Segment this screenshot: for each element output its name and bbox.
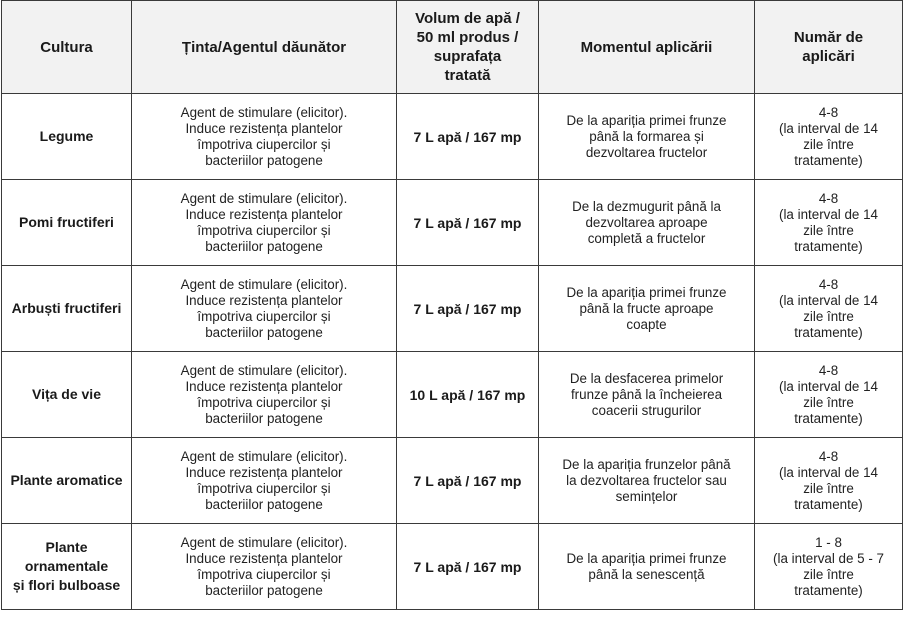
cell-line: până la formarea și <box>589 128 704 144</box>
cell-moment <box>539 438 755 524</box>
cell-line: Pomi fructiferi <box>19 214 114 230</box>
cell-crop <box>2 94 132 180</box>
header-moment <box>539 1 755 94</box>
cell-line: coacerii strugurilor <box>591 402 702 418</box>
table-row <box>2 352 903 438</box>
cell-line: semințelor <box>615 488 678 504</box>
cell-line: Agent de stimulare (elicitor). <box>180 190 348 206</box>
cell-line: (la interval de 14 <box>779 464 878 480</box>
application-table <box>1 0 903 610</box>
header-target <box>132 1 397 94</box>
cell-line: tratamente) <box>794 582 863 598</box>
cell-line: împotriva ciupercilor și <box>197 136 331 152</box>
cell-line: la dezvoltarea fructelor sau <box>566 472 727 488</box>
cell-line: Număr de <box>793 29 864 46</box>
cell-line: completă a fructelor <box>587 230 706 246</box>
table-row <box>2 438 903 524</box>
cell-line: Cultura <box>40 38 93 56</box>
cell-volume <box>397 94 539 180</box>
cell-line: Induce rezistența plantelor <box>185 206 343 222</box>
cell-applications <box>755 266 903 352</box>
cell-line: 4-8 <box>818 362 839 378</box>
cell-line: (la interval de 5 - 7 <box>773 550 884 566</box>
cell-line: zile între <box>803 136 854 152</box>
cell-line: Volum de apă / <box>415 10 520 27</box>
cell-line: bacteriilor patogene <box>205 152 323 168</box>
header-volume <box>397 1 539 94</box>
cell-line: Plante ornamentale <box>24 539 109 574</box>
cell-crop <box>2 352 132 438</box>
cell-line: Induce rezistența plantelor <box>185 378 343 394</box>
cell-line: zile între <box>803 308 854 324</box>
cell-line: împotriva ciupercilor și <box>197 566 331 582</box>
cell-line: bacteriilor patogene <box>205 496 323 512</box>
cell-line: 10 L apă / 167 mp <box>409 386 526 403</box>
cell-line: Arbuști fructiferi <box>11 300 122 316</box>
cell-line: Plante aromatice <box>10 472 123 488</box>
cell-line: Ținta/Agentul dăunător <box>181 38 347 56</box>
cell-target <box>132 180 397 266</box>
cell-line: tratamente) <box>794 496 863 512</box>
cell-line: De la desfacerea primelor <box>569 370 724 386</box>
cell-line: bacteriilor patogene <box>205 324 323 340</box>
cell-line: (la interval de 14 <box>779 206 878 222</box>
cell-line: suprafața <box>433 48 502 65</box>
cell-volume <box>397 266 539 352</box>
cell-line: Induce rezistența plantelor <box>185 550 343 566</box>
cell-line: 4-8 <box>818 448 839 464</box>
cell-line: Agent de stimulare (elicitor). <box>180 362 348 378</box>
cell-crop <box>2 180 132 266</box>
cell-crop <box>2 438 132 524</box>
cell-line: Agent de stimulare (elicitor). <box>180 534 348 550</box>
cell-moment <box>539 524 755 610</box>
cell-line: împotriva ciupercilor și <box>197 308 331 324</box>
cell-line: tratamente) <box>794 152 863 168</box>
cell-line: dezvoltarea aproape <box>585 214 708 230</box>
cell-line: împotriva ciupercilor și <box>197 480 331 496</box>
cell-line: și flori bulboase <box>12 577 121 593</box>
cell-applications <box>755 180 903 266</box>
cell-line: Agent de stimulare (elicitor). <box>180 276 348 292</box>
cell-line: tratamente) <box>794 410 863 426</box>
cell-target <box>132 94 397 180</box>
cell-moment <box>539 266 755 352</box>
cell-line: De la apariția primei frunze <box>566 284 727 300</box>
cell-line: De la apariția primei frunze <box>566 112 727 128</box>
cell-applications <box>755 438 903 524</box>
cell-applications <box>755 94 903 180</box>
cell-line: Agent de stimulare (elicitor). <box>180 448 348 464</box>
table-row <box>2 524 903 610</box>
table-row <box>2 180 903 266</box>
cell-line: De la apariția frunzelor până <box>562 456 731 472</box>
cell-volume <box>397 180 539 266</box>
header-applications <box>755 1 903 94</box>
cell-line: Induce rezistența plantelor <box>185 464 343 480</box>
cell-crop <box>2 524 132 610</box>
cell-line: (la interval de 14 <box>779 378 878 394</box>
cell-line: 4-8 <box>818 104 839 120</box>
table-row <box>2 266 903 352</box>
cell-line: Legume <box>39 128 94 144</box>
cell-line: 1 - 8 <box>815 534 842 550</box>
cell-line: tratamente) <box>794 238 863 254</box>
cell-line: împotriva ciupercilor și <box>197 222 331 238</box>
cell-line: (la interval de 14 <box>779 120 878 136</box>
cell-line: tratată <box>444 67 491 84</box>
table-row <box>2 94 903 180</box>
cell-line: tratamente) <box>794 324 863 340</box>
cell-line: 7 L apă / 167 mp <box>413 300 522 317</box>
cell-line: 7 L apă / 167 mp <box>413 128 522 145</box>
cell-line: zile între <box>803 394 854 410</box>
cell-moment <box>539 94 755 180</box>
cell-line: Agent de stimulare (elicitor). <box>180 104 348 120</box>
cell-line: 7 L apă / 167 mp <box>413 472 522 489</box>
cell-line: Vița de vie <box>31 386 101 402</box>
cell-target <box>132 352 397 438</box>
cell-line: 7 L apă / 167 mp <box>413 214 522 231</box>
cell-target <box>132 438 397 524</box>
cell-line: bacteriilor patogene <box>205 238 323 254</box>
cell-line: Induce rezistența plantelor <box>185 120 343 136</box>
cell-line: Induce rezistența plantelor <box>185 292 343 308</box>
cell-crop <box>2 266 132 352</box>
cell-line: aplicări <box>802 48 855 65</box>
header-row <box>2 1 903 94</box>
cell-line: (la interval de 14 <box>779 292 878 308</box>
cell-moment <box>539 180 755 266</box>
cell-line: Momentul aplicării <box>580 38 713 56</box>
cell-line: bacteriilor patogene <box>205 410 323 426</box>
cell-line: zile între <box>803 480 854 496</box>
cell-volume <box>397 352 539 438</box>
cell-target <box>132 266 397 352</box>
cell-line: 4-8 <box>818 190 839 206</box>
cell-volume <box>397 438 539 524</box>
cell-line: coapte <box>626 316 667 332</box>
cell-line: 7 L apă / 167 mp <box>413 558 522 575</box>
cell-volume <box>397 524 539 610</box>
cell-line: până la senescență <box>588 566 705 582</box>
cell-line: până la fructe aproape <box>579 300 714 316</box>
cell-line: 4-8 <box>818 276 839 292</box>
cell-line: De la apariția primei frunze <box>566 550 727 566</box>
cell-line: zile între <box>803 566 854 582</box>
cell-line: frunze până la încheierea <box>570 386 723 402</box>
cell-target <box>132 524 397 610</box>
cell-applications <box>755 352 903 438</box>
cell-moment <box>539 352 755 438</box>
cell-line: împotriva ciupercilor și <box>197 394 331 410</box>
cell-line: bacteriilor patogene <box>205 582 323 598</box>
cell-line: 50 ml produs / <box>416 29 519 46</box>
cell-line: dezvoltarea fructelor <box>585 144 708 160</box>
cell-line: De la dezmugurit până la <box>572 198 721 214</box>
cell-line: zile între <box>803 222 854 238</box>
cell-applications <box>755 524 903 610</box>
header-crop <box>2 1 132 94</box>
